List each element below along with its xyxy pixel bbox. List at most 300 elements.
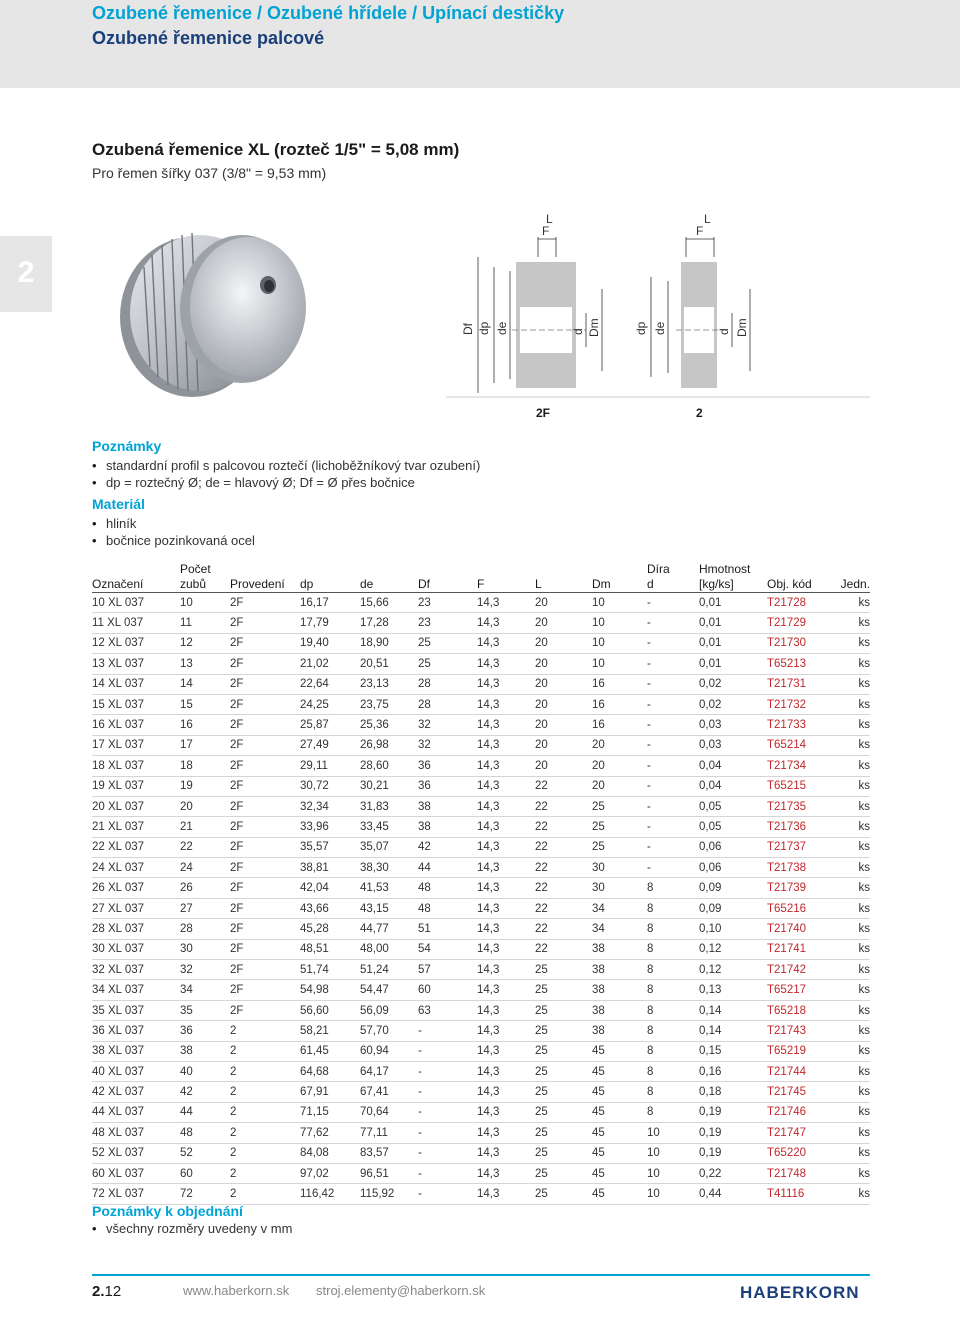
table-cell: 28 XL 037 bbox=[92, 919, 180, 939]
table-cell: T65215 bbox=[767, 776, 837, 796]
table-cell: 8 bbox=[647, 980, 699, 1000]
table-cell: 0,19 bbox=[699, 1143, 767, 1163]
table-cell: 64,17 bbox=[360, 1061, 418, 1081]
table-cell: 24 XL 037 bbox=[92, 858, 180, 878]
table-cell: T65214 bbox=[767, 735, 837, 755]
col-df: Df bbox=[418, 558, 477, 593]
table-cell: 2F bbox=[230, 837, 300, 857]
table-cell: 22 bbox=[535, 898, 592, 918]
table-cell: 25 bbox=[592, 796, 647, 816]
table-cell: 30 bbox=[592, 878, 647, 898]
table-cell: 19 bbox=[180, 776, 230, 796]
table-cell: 60 XL 037 bbox=[92, 1163, 180, 1183]
table-row bbox=[92, 756, 870, 776]
table-cell: 22 bbox=[535, 858, 592, 878]
table-cell: - bbox=[647, 633, 699, 653]
table-cell: 25 bbox=[418, 633, 477, 653]
table-cell: 22 bbox=[535, 817, 592, 837]
table-cell: 38 XL 037 bbox=[92, 1041, 180, 1061]
chapter-tab-number: 2 bbox=[17, 256, 35, 289]
table-cell: ks bbox=[837, 735, 870, 755]
table-cell: 67,91 bbox=[300, 1082, 360, 1102]
table-cell: 30,72 bbox=[300, 776, 360, 796]
table-row bbox=[92, 1163, 870, 1183]
table-row bbox=[92, 919, 870, 939]
table-cell: 71,15 bbox=[300, 1102, 360, 1122]
table-row bbox=[92, 1021, 870, 1041]
table-cell: 36 bbox=[180, 1021, 230, 1041]
table-cell: 16 bbox=[592, 694, 647, 714]
table-cell: 13 XL 037 bbox=[92, 654, 180, 674]
table-cell: 19,40 bbox=[300, 633, 360, 653]
table-cell: 38,81 bbox=[300, 858, 360, 878]
table-cell: 2F bbox=[230, 613, 300, 633]
table-row bbox=[92, 817, 870, 837]
table-cell: 2 bbox=[230, 1184, 300, 1204]
table-cell: 70,64 bbox=[360, 1102, 418, 1122]
table-cell: 10 XL 037 bbox=[92, 593, 180, 613]
table-cell: - bbox=[418, 1021, 477, 1041]
table-cell: 36 bbox=[418, 776, 477, 796]
table-cell: 2F bbox=[230, 756, 300, 776]
table-row bbox=[92, 593, 870, 613]
table-cell: T21739 bbox=[767, 878, 837, 898]
table-row bbox=[92, 878, 870, 898]
material-item: • bočnice pozinkovaná ocel bbox=[92, 532, 255, 549]
table-cell: 38,30 bbox=[360, 858, 418, 878]
material-title: Materiál bbox=[92, 496, 145, 512]
table-cell: - bbox=[647, 837, 699, 857]
table-cell: - bbox=[418, 1184, 477, 1204]
table-cell: 20 bbox=[592, 735, 647, 755]
order-notes-item: • všechny rozměry uvedeny v mm bbox=[92, 1220, 292, 1237]
table-cell: 2F bbox=[230, 776, 300, 796]
table-cell: 14,3 bbox=[477, 735, 535, 755]
table-cell: 2F bbox=[230, 960, 300, 980]
table-cell: 25 bbox=[535, 1123, 592, 1143]
table-cell: ks bbox=[837, 1184, 870, 1204]
table-row bbox=[92, 939, 870, 959]
table-cell: 83,57 bbox=[360, 1143, 418, 1163]
table-cell: T21744 bbox=[767, 1061, 837, 1081]
table-cell: 28 bbox=[418, 694, 477, 714]
section-subtitle: Pro řemen šířky 037 (3/8" = 9,53 mm) bbox=[92, 165, 327, 181]
table-cell: 15,66 bbox=[360, 593, 418, 613]
table-cell: 2F bbox=[230, 939, 300, 959]
table-cell: 25 bbox=[418, 654, 477, 674]
table-cell: 20 bbox=[535, 633, 592, 653]
table-cell: 2 bbox=[230, 1061, 300, 1081]
table-cell: 2F bbox=[230, 593, 300, 613]
table-cell: 18,90 bbox=[360, 633, 418, 653]
table-cell: 14,3 bbox=[477, 674, 535, 694]
table-cell: 20 bbox=[535, 756, 592, 776]
notes-item: • dp = roztečný Ø; de = hlavový Ø; Df = Ø přes bočnice bbox=[92, 474, 480, 491]
table-cell: ks bbox=[837, 817, 870, 837]
table-cell: 0,44 bbox=[699, 1184, 767, 1204]
table-cell: 56,09 bbox=[360, 1000, 418, 1020]
table-cell: 20 bbox=[535, 593, 592, 613]
table-cell: T65220 bbox=[767, 1143, 837, 1163]
table-cell: 0,09 bbox=[699, 898, 767, 918]
table-cell: 12 XL 037 bbox=[92, 633, 180, 653]
table-cell: 13 bbox=[180, 654, 230, 674]
table-cell: 21 bbox=[180, 817, 230, 837]
drawing-label-dp-right: dp bbox=[634, 321, 648, 335]
table-cell: 14,3 bbox=[477, 980, 535, 1000]
table-cell: 11 XL 037 bbox=[92, 613, 180, 633]
table-row bbox=[92, 694, 870, 714]
table-cell: 38 bbox=[592, 960, 647, 980]
table-cell: - bbox=[418, 1143, 477, 1163]
table-cell: 8 bbox=[647, 960, 699, 980]
table-cell: T21731 bbox=[767, 674, 837, 694]
table-cell: 28 bbox=[180, 919, 230, 939]
col-hmotnost: Hmotnost [kg/ks] bbox=[699, 558, 767, 593]
table-cell: 38 bbox=[180, 1041, 230, 1061]
table-cell: - bbox=[647, 715, 699, 735]
table-cell: 38 bbox=[592, 1021, 647, 1041]
table-cell: ks bbox=[837, 837, 870, 857]
table-cell: 14,3 bbox=[477, 613, 535, 633]
table-cell: 60 bbox=[418, 980, 477, 1000]
table-cell: 35,07 bbox=[360, 837, 418, 857]
table-cell: ks bbox=[837, 776, 870, 796]
table-cell: 51 bbox=[418, 919, 477, 939]
drawing-label-L: L bbox=[546, 212, 553, 226]
table-cell: 22 bbox=[535, 919, 592, 939]
table-cell: 42,04 bbox=[300, 878, 360, 898]
table-cell: T21738 bbox=[767, 858, 837, 878]
drawing-label-de-right: de bbox=[653, 321, 667, 335]
table-cell: 8 bbox=[647, 1102, 699, 1122]
table-row bbox=[92, 1184, 870, 1204]
table-cell: 44 XL 037 bbox=[92, 1102, 180, 1122]
table-cell: 2F bbox=[230, 796, 300, 816]
table-cell: 16 bbox=[592, 715, 647, 735]
table-cell: 14,3 bbox=[477, 776, 535, 796]
table-row bbox=[92, 858, 870, 878]
drawing-label-Dm-right: Dm bbox=[735, 318, 749, 337]
table-cell: 18 XL 037 bbox=[92, 756, 180, 776]
table-cell: 8 bbox=[647, 1000, 699, 1020]
table-cell: 20 bbox=[592, 776, 647, 796]
table-cell: 2F bbox=[230, 817, 300, 837]
table-cell: 20 bbox=[535, 674, 592, 694]
table-cell: ks bbox=[837, 1000, 870, 1020]
table-cell: 45 bbox=[592, 1041, 647, 1061]
drawing-label-F: F bbox=[542, 224, 550, 238]
table-cell: 20 bbox=[535, 735, 592, 755]
table-cell: ks bbox=[837, 674, 870, 694]
table-cell: 54,47 bbox=[360, 980, 418, 1000]
table-cell: 61,45 bbox=[300, 1041, 360, 1061]
col-pocet: Počet zubů bbox=[180, 558, 230, 593]
table-cell: 27 bbox=[180, 898, 230, 918]
table-cell: ks bbox=[837, 694, 870, 714]
order-notes-title: Poznámky k objednání bbox=[92, 1203, 243, 1219]
table-cell: 25 bbox=[535, 1163, 592, 1183]
table-cell: T21728 bbox=[767, 593, 837, 613]
table-cell: 0,19 bbox=[699, 1123, 767, 1143]
table-cell: 30,21 bbox=[360, 776, 418, 796]
table-cell: 26 bbox=[180, 878, 230, 898]
table-cell: T41116 bbox=[767, 1184, 837, 1204]
table-cell: 10 bbox=[647, 1123, 699, 1143]
table-cell: 54,98 bbox=[300, 980, 360, 1000]
table-cell: 64,68 bbox=[300, 1061, 360, 1081]
table-cell: 25 bbox=[535, 1021, 592, 1041]
table-cell: 29,11 bbox=[300, 756, 360, 776]
table-cell: 14,3 bbox=[477, 1082, 535, 1102]
table-cell: 0,04 bbox=[699, 776, 767, 796]
website-link[interactable]: www.haberkorn.sk bbox=[183, 1283, 290, 1298]
table-cell: 10 bbox=[592, 593, 647, 613]
table-cell: 48 XL 037 bbox=[92, 1123, 180, 1143]
table-cell: ks bbox=[837, 1082, 870, 1102]
table-cell: 23 bbox=[418, 593, 477, 613]
table-cell: 14,3 bbox=[477, 1061, 535, 1081]
col-provedeni: Provedení bbox=[230, 558, 300, 593]
table-cell: 32 bbox=[180, 960, 230, 980]
table-cell: 0,01 bbox=[699, 613, 767, 633]
table-cell: 34 XL 037 bbox=[92, 980, 180, 1000]
table-cell: 0,03 bbox=[699, 735, 767, 755]
table-cell: 14,3 bbox=[477, 756, 535, 776]
table-cell: 38 bbox=[418, 817, 477, 837]
table-cell: T65218 bbox=[767, 1000, 837, 1020]
table-cell: 0,03 bbox=[699, 715, 767, 735]
table-cell: 12 bbox=[180, 633, 230, 653]
table-cell: ks bbox=[837, 1123, 870, 1143]
table-cell: ks bbox=[837, 796, 870, 816]
table-cell: 10 bbox=[647, 1143, 699, 1163]
table-cell: 45 bbox=[592, 1061, 647, 1081]
table-cell: 14,3 bbox=[477, 1143, 535, 1163]
table-cell: 8 bbox=[647, 1061, 699, 1081]
table-cell: 17,79 bbox=[300, 613, 360, 633]
table-cell: 77,62 bbox=[300, 1123, 360, 1143]
col-l: L bbox=[535, 558, 592, 593]
table-cell: 38 bbox=[592, 980, 647, 1000]
table-cell: 0,14 bbox=[699, 1021, 767, 1041]
table-row bbox=[92, 1123, 870, 1143]
table-cell: 2F bbox=[230, 898, 300, 918]
table-cell: 14,3 bbox=[477, 1000, 535, 1020]
table-cell: 34 bbox=[180, 980, 230, 1000]
table-cell: 25 bbox=[535, 1082, 592, 1102]
table-cell: 14,3 bbox=[477, 694, 535, 714]
table-row bbox=[92, 1143, 870, 1163]
table-cell: ks bbox=[837, 878, 870, 898]
table-cell: 16 bbox=[180, 715, 230, 735]
table-cell: 0,05 bbox=[699, 817, 767, 837]
table-cell: 2 bbox=[230, 1143, 300, 1163]
table-cell: T65219 bbox=[767, 1041, 837, 1061]
product-table bbox=[92, 558, 870, 1205]
drawing-label-L-right: L bbox=[704, 212, 711, 226]
table-cell: 28,60 bbox=[360, 756, 418, 776]
table-cell: 0,04 bbox=[699, 756, 767, 776]
col-dira: Díra d bbox=[647, 558, 699, 593]
table-row bbox=[92, 1000, 870, 1020]
table-row bbox=[92, 633, 870, 653]
table-cell: 0,01 bbox=[699, 654, 767, 674]
table-cell: 2 bbox=[230, 1021, 300, 1041]
table-cell: 22 bbox=[535, 776, 592, 796]
table-cell: 21 XL 037 bbox=[92, 817, 180, 837]
table-cell: 14,3 bbox=[477, 1163, 535, 1183]
table-cell: - bbox=[647, 674, 699, 694]
table-cell: 24 bbox=[180, 858, 230, 878]
table-cell: 32 bbox=[418, 715, 477, 735]
table-cell: 31,83 bbox=[360, 796, 418, 816]
email-link[interactable]: stroj.elementy@haberkorn.sk bbox=[316, 1283, 486, 1298]
table-cell: T21737 bbox=[767, 837, 837, 857]
table-cell: 14,3 bbox=[477, 633, 535, 653]
table-cell: T21742 bbox=[767, 960, 837, 980]
table-cell: 22,64 bbox=[300, 674, 360, 694]
table-cell: T21741 bbox=[767, 939, 837, 959]
pulley-photo bbox=[92, 197, 318, 412]
table-cell: ks bbox=[837, 1102, 870, 1122]
table-cell: 16,17 bbox=[300, 593, 360, 613]
table-cell: 14,3 bbox=[477, 1041, 535, 1061]
table-cell: 58,21 bbox=[300, 1021, 360, 1041]
order-notes-list bbox=[92, 1220, 292, 1237]
table-cell: ks bbox=[837, 898, 870, 918]
table-cell: 2F bbox=[230, 919, 300, 939]
page-number: 2.12 bbox=[92, 1283, 122, 1300]
table-cell: 25 bbox=[535, 1000, 592, 1020]
table-cell: 14,3 bbox=[477, 796, 535, 816]
table-cell: 17,28 bbox=[360, 613, 418, 633]
table-cell: ks bbox=[837, 960, 870, 980]
table-cell: ks bbox=[837, 593, 870, 613]
table-cell: T21733 bbox=[767, 715, 837, 735]
table-cell: 0,18 bbox=[699, 1082, 767, 1102]
table-cell: T21732 bbox=[767, 694, 837, 714]
table-cell: 45 bbox=[592, 1102, 647, 1122]
table-cell: ks bbox=[837, 939, 870, 959]
section-title: Ozubená řemenice XL (rozteč 1/5" = 5,08 mm) bbox=[92, 140, 460, 159]
table-cell: 20 bbox=[535, 654, 592, 674]
col-obj-kod: Obj. kód bbox=[767, 558, 837, 593]
table-cell: 20 bbox=[180, 796, 230, 816]
page-header bbox=[0, 0, 960, 88]
table-cell: 22 bbox=[535, 939, 592, 959]
table-cell: 14,3 bbox=[477, 898, 535, 918]
table-cell: 25 bbox=[535, 1143, 592, 1163]
table-cell: ks bbox=[837, 1143, 870, 1163]
table-cell: 8 bbox=[647, 919, 699, 939]
table-cell: 0,19 bbox=[699, 1102, 767, 1122]
table-cell: 115,92 bbox=[360, 1184, 418, 1204]
notes-list bbox=[92, 457, 480, 491]
table-cell: 72 bbox=[180, 1184, 230, 1204]
table-cell: 24,25 bbox=[300, 694, 360, 714]
notes-item: • standardní profil s palcovou roztečí (lichoběžníkový tvar ozubení) bbox=[92, 457, 480, 474]
table-cell: - bbox=[647, 694, 699, 714]
table-cell: 60,94 bbox=[360, 1041, 418, 1061]
table-cell: 2 bbox=[230, 1041, 300, 1061]
table-cell: 40 bbox=[180, 1061, 230, 1081]
table-cell: 22 bbox=[535, 837, 592, 857]
table-cell: - bbox=[647, 817, 699, 837]
table-cell: 40 XL 037 bbox=[92, 1061, 180, 1081]
table-cell: 2F bbox=[230, 674, 300, 694]
table-cell: 25 bbox=[592, 817, 647, 837]
col-jedn: Jedn. bbox=[837, 558, 870, 593]
table-cell: - bbox=[418, 1061, 477, 1081]
table-cell: ks bbox=[837, 858, 870, 878]
table-cell: 33,45 bbox=[360, 817, 418, 837]
table-cell: 25 bbox=[535, 960, 592, 980]
table-cell: 77,11 bbox=[360, 1123, 418, 1143]
table-cell: 25 bbox=[535, 980, 592, 1000]
table-cell: ks bbox=[837, 756, 870, 776]
table-cell: ks bbox=[837, 980, 870, 1000]
table-cell: 22 bbox=[180, 837, 230, 857]
table-cell: 0,14 bbox=[699, 1000, 767, 1020]
table-cell: 11 bbox=[180, 613, 230, 633]
table-cell: 2F bbox=[230, 858, 300, 878]
table-cell: 0,01 bbox=[699, 633, 767, 653]
table-cell: ks bbox=[837, 1061, 870, 1081]
table-cell: 56,60 bbox=[300, 1000, 360, 1020]
table-cell: 32 bbox=[418, 735, 477, 755]
table-cell: 14,3 bbox=[477, 715, 535, 735]
table-row bbox=[92, 674, 870, 694]
table-cell: 28 bbox=[418, 674, 477, 694]
notes-title: Poznámky bbox=[92, 438, 162, 454]
table-cell: 2F bbox=[230, 654, 300, 674]
table-cell: - bbox=[647, 756, 699, 776]
table-cell: ks bbox=[837, 715, 870, 735]
table-cell: 51,24 bbox=[360, 960, 418, 980]
table-cell: 63 bbox=[418, 1000, 477, 1020]
table-cell: T21748 bbox=[767, 1163, 837, 1183]
table-cell: 8 bbox=[647, 939, 699, 959]
table-cell: 14,3 bbox=[477, 837, 535, 857]
table-cell: 14,3 bbox=[477, 593, 535, 613]
table-cell: 14,3 bbox=[477, 1184, 535, 1204]
drawing-caption-2: 2 bbox=[696, 406, 703, 420]
table-cell: 35 XL 037 bbox=[92, 1000, 180, 1020]
table-cell: 45 bbox=[592, 1184, 647, 1204]
table-cell: 30 bbox=[180, 939, 230, 959]
table-cell: 2F bbox=[230, 980, 300, 1000]
table-cell: 0,10 bbox=[699, 919, 767, 939]
table-cell: 27 XL 037 bbox=[92, 898, 180, 918]
table-cell: 14,3 bbox=[477, 1102, 535, 1122]
table-cell: T21729 bbox=[767, 613, 837, 633]
table-cell: ks bbox=[837, 919, 870, 939]
table-row bbox=[92, 654, 870, 674]
table-cell: 43,66 bbox=[300, 898, 360, 918]
header-title: Ozubené řemenice / Ozubené hřídele / Upínací destičky bbox=[92, 3, 565, 23]
table-row bbox=[92, 715, 870, 735]
col-dp: dp bbox=[300, 558, 360, 593]
table-cell: 116,42 bbox=[300, 1184, 360, 1204]
table-cell: 23 bbox=[418, 613, 477, 633]
table-cell: 0,02 bbox=[699, 674, 767, 694]
table-cell: 23,13 bbox=[360, 674, 418, 694]
table-cell: 27,49 bbox=[300, 735, 360, 755]
table-cell: 25 bbox=[535, 1102, 592, 1122]
table-cell: T21730 bbox=[767, 633, 837, 653]
table-row bbox=[92, 1102, 870, 1122]
